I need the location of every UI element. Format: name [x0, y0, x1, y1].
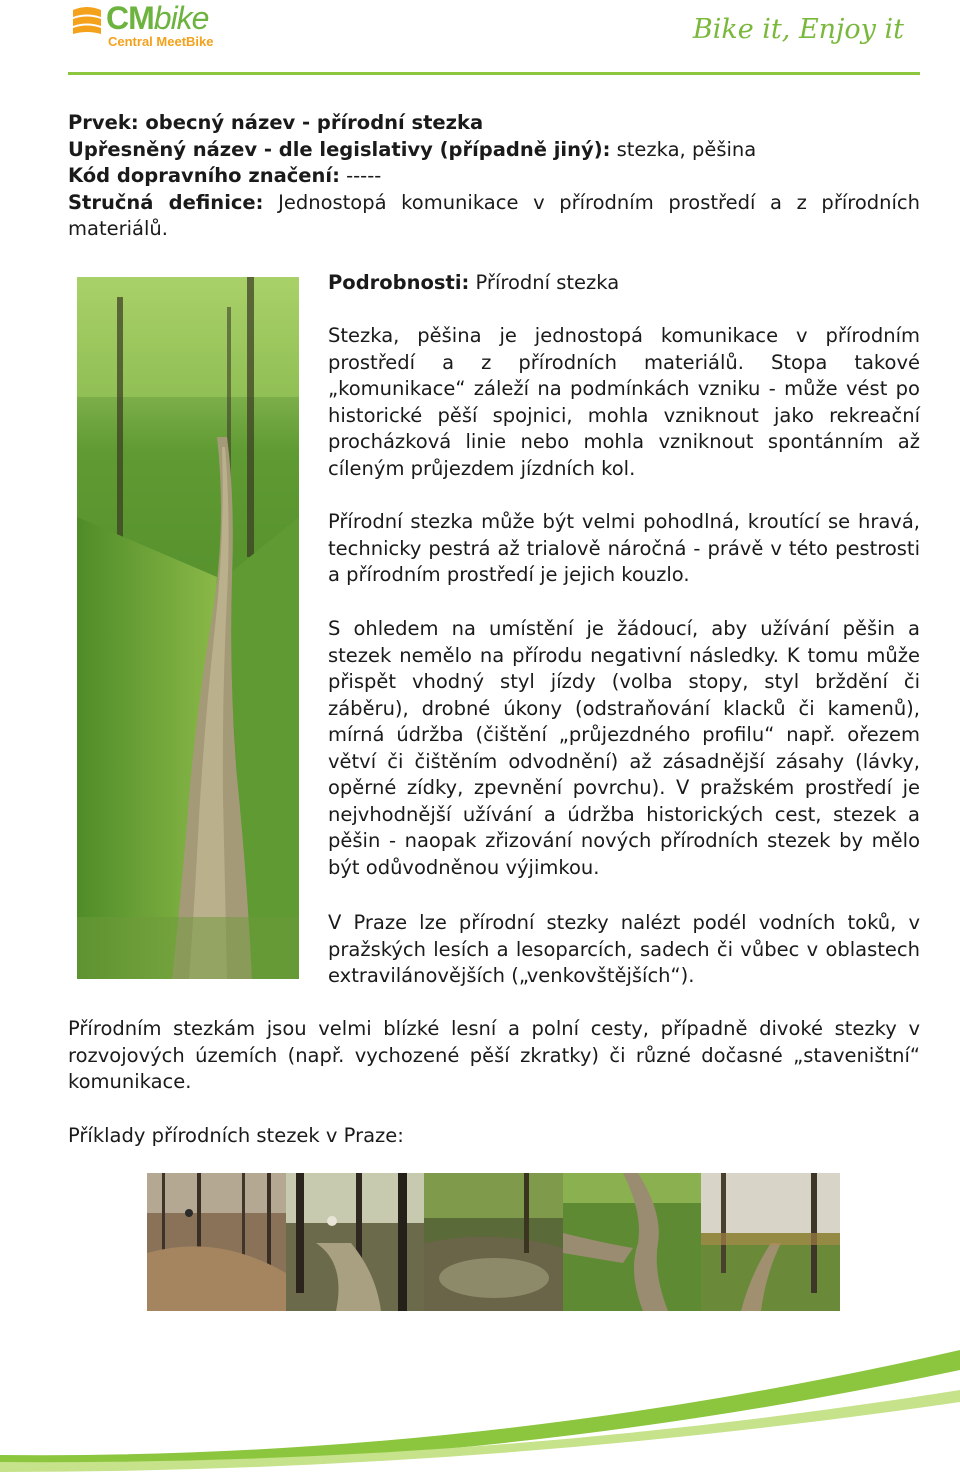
prvek-line [68, 110, 920, 137]
details-heading [328, 270, 920, 297]
details-label: Podrobnosti: [328, 271, 470, 294]
kod-line [68, 163, 920, 190]
upresneny-label: Upřesněný název - dle legislativy (případně jiný): [68, 137, 611, 161]
header-divider [68, 72, 920, 75]
definice-value: Jednostopá komunikace v přírodním prostředí a z přírodních materiálů. [68, 190, 921, 240]
details-value: Přírodní stezka [469, 271, 620, 294]
example-photo-1-image [147, 1173, 286, 1311]
paragraph-4: V Praze lze přírodní stezky nalézt podél vodních toků, v pražských lesích a lesoparcích, sadech či vůbec v oblastech extravilánovějších („venkovštějších“). [328, 911, 920, 987]
example-photo-4 [563, 1173, 702, 1311]
paragraph-3: S ohledem na umístění je žádoucí, aby užívání pěšin a stezek nemělo na přírodu negativní následky. K tomu může přispět vhodný styl jízdy (volba stopy, styl brždění či záběru), drobné úkony (odstraňování klacků či kamenů), mírná údržba (čištění „průjezdného profilu“ např. ořezem větví či čištěním odvodnění) až zásadnější zásahy (lávky, opěrné zídky, zpevnění povrchu). V pražském prostředí je nejvhodnější užívání a údržba historických cest, stezek a pěšin - naopak zřizování nových přírodních stezek by mělo být odůvodněnou výjimkou. [328, 617, 920, 879]
logo-wordmark-cm: CM [106, 0, 154, 36]
example-photo-1 [147, 1173, 286, 1311]
prvek-label: Prvek: obecný název - přírodní stezka [68, 111, 484, 134]
paragraph-5: Přírodním stezkám jsou velmi blízké lesní a polní cesty, případně divoké stezky v rozvojových územích (např. vychozené pěší zkratky) či různé dočasné „staveništní“ komunikace. [68, 1017, 920, 1093]
upresneny-line [68, 137, 920, 164]
kod-value: ----- [339, 164, 382, 187]
logo-wordmark [106, 0, 208, 36]
footer-wave-decoration [0, 1340, 960, 1472]
element-metadata [68, 110, 920, 243]
paragraph-2: Přírodní stezka může být velmi pohodlná, kroutící se hravá, technicky pestrá až trialově náročná - právě v této pestrosti a přírodním prostředí je jejich kouzlo. [328, 510, 920, 586]
examples-heading: Příklady přírodních stezek v Praze: [68, 1124, 404, 1147]
logo-wordmark-bike: bike [153, 0, 209, 36]
definice-label: Stručná definice: [68, 190, 264, 214]
definice-line [68, 191, 920, 241]
forest-path-photo [77, 277, 299, 979]
kod-label: Kód dopravního značení: [68, 164, 340, 187]
logo-subtitle: Central MeetBike [108, 34, 214, 49]
header-slogan: Bike it, Enjoy it [692, 14, 904, 45]
cmbike-logo-icon [70, 6, 104, 36]
example-photo-4-image [563, 1173, 702, 1311]
example-photo-3 [424, 1173, 563, 1311]
upresneny-value: stezka, pěšina [610, 137, 757, 161]
paragraph-1: Stezka, pěšina je jednostopá komunikace v přírodním prostředí a z přírodních materiálů. Stopa takové „komunikace“ záleží na podmínkách vzniku - může vést po historické pěší spojnici, mohla vzniknout jako rekreační procházková linie nebo mohla vzniknout spontánním až cíleným průjezdem jízdních kol. [328, 324, 920, 480]
example-photo-2 [286, 1173, 425, 1311]
cmbike-logo [70, 2, 240, 52]
forest-path-photo-image [77, 277, 299, 979]
example-photo-3-image [424, 1173, 563, 1311]
example-photo-2-image [286, 1173, 425, 1311]
example-photo-5-image [701, 1173, 840, 1311]
example-photo-5 [701, 1173, 840, 1311]
example-photo-gallery [147, 1173, 840, 1311]
